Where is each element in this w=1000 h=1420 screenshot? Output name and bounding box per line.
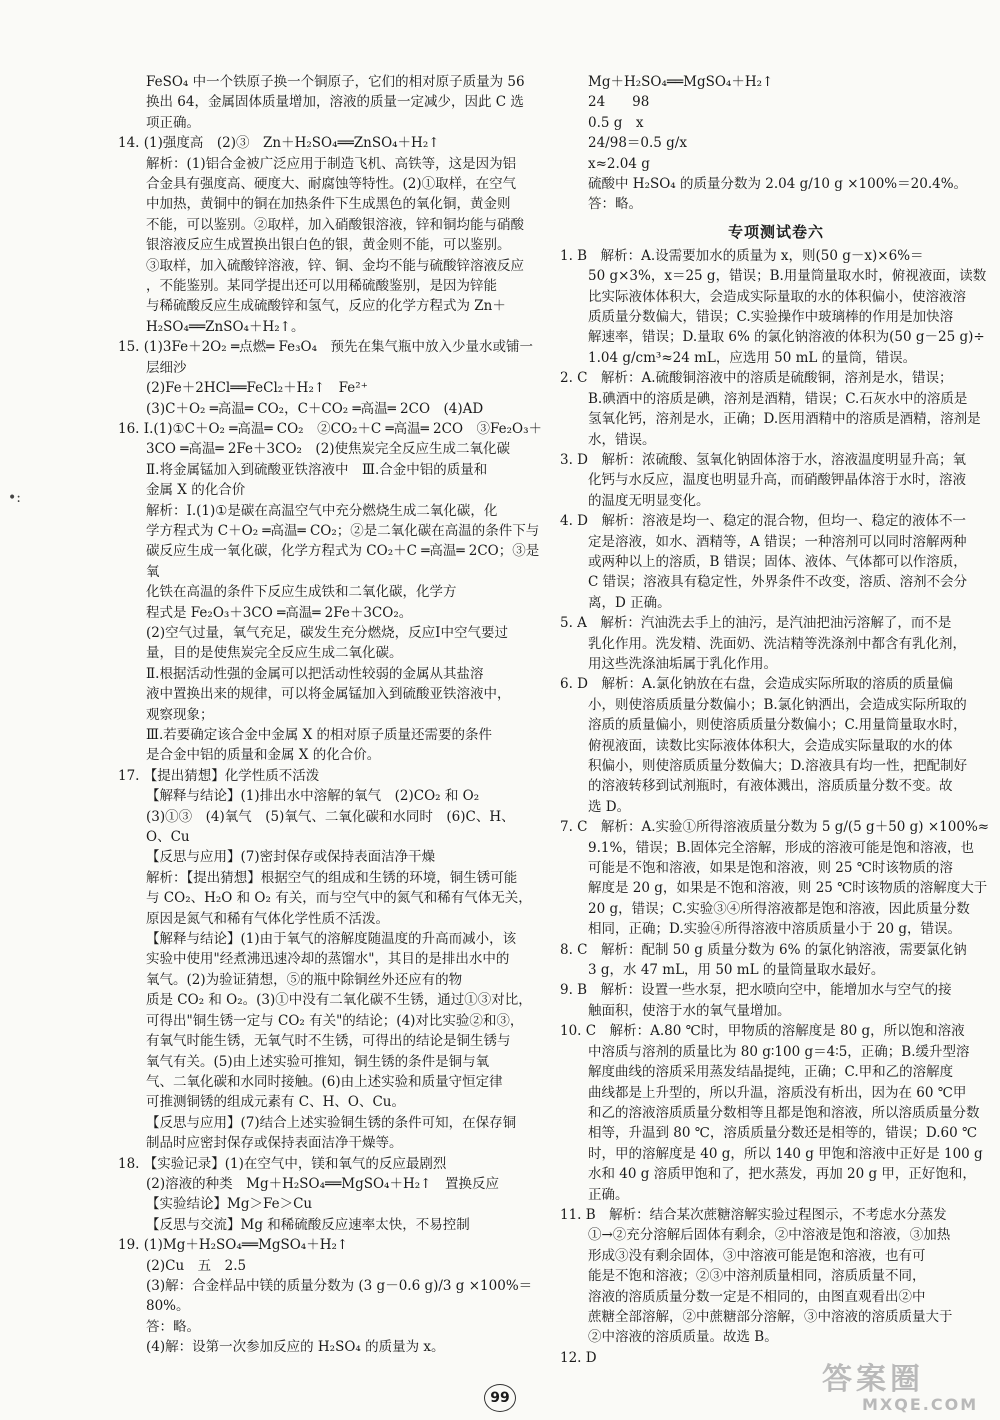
text-line: (3)①③ (4)氧气 (5)氧气、二氧化碳和水同时 (6)C、H、 <box>146 808 515 825</box>
text-line: ③取样，加入硫酸锌溶液，锌、铜、金均不能与硫酸锌溶液反应 <box>146 257 524 274</box>
text-line: 硫酸中 H₂SO₄ 的质量分数为 2.04 g/10 g ×100%＝20.4%。 <box>588 176 968 193</box>
text-line: 合金具有强度高、硬度大、耐腐蚀等特性。(2)①取样，在空气 <box>146 176 517 193</box>
text-line: 【反思与应用】(7)密封保存或保持表面洁净干燥 <box>146 849 436 866</box>
text-line: 解析：(1)铝合金被广泛应用于制造飞机、高铁等，这是因为铝 <box>146 155 517 172</box>
text-line: 【解释与结论】(1)排出水中溶解的氧气 (2)CO₂ 和 O₂ <box>146 788 480 805</box>
text-line: 0.5 g x <box>588 114 644 131</box>
text-line: ①→②充分溶解后固体有剩余，②中溶液是饱和溶液，③加热 <box>588 1227 951 1244</box>
text-line: (2)空气过量，氧气充足，碳发生充分燃烧，反应Ⅰ中空气要过 <box>146 624 508 641</box>
text-line: 中加热，黄铜中的铜在加热条件下生成黑色的氧化铜，黄金则 <box>146 196 511 213</box>
site-watermark <box>822 1364 994 1416</box>
text-line: 能是不饱和溶液；②③中溶剂质量相同，溶质质量不同， <box>588 1268 926 1285</box>
text-line: ，不能鉴别。某同学提出还可以用稀硫酸鉴别，是因为锌能 <box>146 278 497 295</box>
text-line: (3)解：合金样品中镁的质量分数为 (3 g－0.6 g)/3 g ×100%＝80%。 <box>146 1277 533 1315</box>
text-line: 氧气有关。(5)由上述实验可推知，铜生锈的条件是铜与氧 <box>146 1053 490 1070</box>
text-line: 9. B 解析：设置一些水泵，把水喷向空中，能增加水与空气的接 <box>560 982 952 999</box>
text-line: 12. D <box>560 1349 597 1366</box>
text-line: 触面积，使溶于水的氧气量增加。 <box>588 1002 791 1019</box>
text-line: (2)Cu 五 2.5 <box>146 1257 247 1274</box>
text-line: 离，D 正确。 <box>588 594 671 611</box>
text-line: 解速率，错误；D.量取 6% 的氯化钠溶液的体积为(50 g－25 g)÷ <box>588 329 985 346</box>
text-line: 5. A 解析：汽油洗去手上的油污，是汽油把油污溶解了，而不是 <box>560 615 952 632</box>
text-line: 正确。 <box>588 1186 629 1203</box>
text-line: 11. B 解析：结合某次蔗糖溶解实验过程图示，不考虑水分蒸发 <box>560 1206 947 1223</box>
text-line: 水和 40 g 溶质甲饱和了，把水蒸发，再加 20 g 甲，正好饱和， <box>588 1166 976 1183</box>
text-line: 换出 64，金属固体质量增加，溶液的质量一定减少，因此 C 选 <box>146 94 524 111</box>
text-line: 化钙与水反应，温度也明显升高，而硝酸钾晶体溶于水时，溶液 <box>588 472 966 489</box>
text-line: 氧气。(2)为验证猜想，⑤的瓶中除铜丝外还应有的物 <box>146 971 463 988</box>
text-line: FeSO₄ 中一个铁原子换一个铜原子，它们的相对原子质量为 56 <box>146 74 525 90</box>
text-line: 俯视液面，读数比实际液体体积大，会造成实际量取的水的体 <box>588 737 953 754</box>
text-line: 程式是 Fe₂O₃＋3CO ═高温═ 2Fe＋3CO₂。 <box>146 604 413 621</box>
text-line: 原因是氮气和稀有气体化学性质不活泼。 <box>146 910 389 927</box>
text-line: 解度曲线的溶质采用蒸发结晶提纯，正确；C.甲和乙的溶解度 <box>588 1064 954 1081</box>
text-line: B.碘酒中的溶质是碘，溶剂是酒精，错误；C.石灰水中的溶质是 <box>588 390 968 407</box>
text-line: 8. C 解析：配制 50 g 质量分数为 6% 的氯化钠溶液，需要氯化钠 <box>560 941 967 958</box>
text-line: 金属 X 的化合价 <box>146 482 246 499</box>
right-column-answers <box>560 246 992 1368</box>
text-line: ②中溶液的溶质质量。故选 B。 <box>588 1329 778 1346</box>
text-line: 和乙的溶液溶质质量分数相等且都是饱和溶液，所以溶质质量分数 <box>588 1104 980 1121</box>
text-line: 20 g，错误；C.实验③④所得溶液都是饱和溶液，因此质量分数 <box>588 900 970 917</box>
text-line: 解析：Ⅰ.(1)①是碳在高温空气中充分燃烧生成二氧化碳，化 <box>146 502 498 519</box>
text-line: 【解释与结论】(1)由于氧气的溶解度随温度的升高而减小，该 <box>146 931 517 948</box>
text-line: 15. (1)3Fe＋2O₂ ═点燃═ Fe₃O₄ 预先在集气瓶中放入少量水或铺一 <box>118 339 534 356</box>
text-line: 水，错误。 <box>588 431 656 448</box>
text-line: 用这些洗涤油垢属于乳化作用。 <box>588 655 777 672</box>
text-line: 7. C 解析：A.实验①所得溶液质量分数为 5 g/(5 g＋50 g) ×100%≈ <box>560 819 990 836</box>
text-line: 相同，正确；D.实验④所得溶液中溶质质量小于 20 g，错误。 <box>588 921 962 938</box>
text-line: 碳反应生成一氧化碳，化学方程式为 CO₂＋C ═高温═ 2CO；③是氧 <box>146 543 540 580</box>
text-line: 答：略。 <box>146 1318 200 1335</box>
watermark-line1: 答案圈 <box>822 1362 924 1397</box>
right-column-top-block <box>560 72 992 215</box>
text-line: 解析：【提出猜想】根据空气的组成和生锈的环境，铜生锈可能 <box>146 869 518 886</box>
text-line: 24 98 <box>588 94 650 111</box>
left-column <box>118 72 550 1358</box>
text-line: 18. 【实验记录】(1)在空气中，镁和氧气的反应最剧烈 <box>118 1155 447 1172</box>
text-line: 制品时应密封保存或保持表面洁净干燥等。 <box>146 1135 403 1152</box>
text-line: 相等，升温到 80 ℃，溶质质量分数还是相等的，错误；D.60 ℃ <box>588 1125 978 1142</box>
page-number-badge <box>480 1382 520 1414</box>
text-line: 是合金中铝的质量和金属 X 的化合价。 <box>146 747 381 764</box>
margin-dot-marks: •: <box>8 490 21 506</box>
text-line: 50 g×3%，x＝25 g，错误；B.用量筒量取水时，俯视液面，读数 <box>588 268 987 285</box>
text-line: (2)溶液的种类 Mg＋H₂SO₄══MgSO₄＋H₂↑ 置换反应 <box>146 1175 499 1192</box>
text-line: 项正确。 <box>146 114 200 131</box>
text-line: 有氧气时能生锈，无氧气时不生锈，可得出的结论是铜生锈与 <box>146 1033 511 1050</box>
text-line: 银溶液反应生成置换出银白色的银，黄金则不能，可以鉴别。 <box>146 237 511 254</box>
text-line: Ⅱ.根据活动性强的金属可以把活动性较弱的金属从其盐溶 <box>146 665 484 682</box>
text-line: O、Cu <box>146 829 190 846</box>
text-line: 化铁在高温的条件下反应生成铁和二氧化碳，化学方 <box>146 584 457 601</box>
text-line: 氢氧化钙，溶剂是水，正确；D.医用酒精中的溶质是酒精，溶剂是 <box>588 411 981 428</box>
text-line: 解度是 20 g，如果是不饱和溶液，则 25 ℃时该物质的溶解度大于 <box>588 880 988 897</box>
text-line: 实验中使用"经煮沸迅速冷却的蒸馏水"，其目的是排出水中的 <box>146 951 510 968</box>
text-line: x≈2.04 g <box>588 155 650 172</box>
watermark-line2: MXQE.COM <box>862 1395 979 1414</box>
text-line: 3CO ═高温═ 2Fe＋3CO₂ (2)使焦炭完全反应生成二氧化碳 <box>146 441 511 458</box>
text-line: 【实验结论】Mg＞Fe＞Cu <box>146 1196 313 1213</box>
text-line: Ⅲ.若要确定该合金中金属 X 的相对原子质量还需要的条件 <box>146 727 493 743</box>
text-line: 可得出"铜生锈一定与 CO₂ 有关"的结论；(4)对比实验②和③， <box>146 1012 524 1029</box>
text-line: 1. B 解析：A.设需要加水的质量为 x，则(50 g－x)×6%＝ <box>560 247 924 264</box>
text-line: 中溶质与溶剂的质量比为 80 g∶100 g＝4∶5，正确；B.缓升型溶 <box>588 1043 970 1060</box>
text-line: 气、二氧化碳和水同时接触。(6)由上述实验和质量守恒定律 <box>146 1073 503 1090</box>
text-line: 量，目的是使焦炭完全反应生成二氧化碳。 <box>146 645 403 662</box>
text-line: 不能，可以鉴别。②取样，加入硝酸银溶液，锌和铜均能与硝酸 <box>146 216 524 233</box>
text-line: 质是 CO₂ 和 O₂。(3)①中没有二氧化碳不生锈，通过①③对比， <box>146 992 532 1009</box>
section-title: 专项测试卷六 <box>727 222 824 241</box>
text-line: 14. (1)强度高 (2)③ Zn＋H₂SO₄══ZnSO₄＋H₂↑ <box>118 135 440 152</box>
text-line: 观察现象； <box>146 706 214 723</box>
text-line: 1.04 g/cm³≈24 mL，应选用 50 mL 的量筒，错误。 <box>588 349 917 366</box>
text-line: 蔗糖全部溶解，②中蔗糖部分溶解，③中溶液的溶质质量大于 <box>588 1308 953 1325</box>
text-line: 2. C 解析：A.硫酸铜溶液中的溶质是硫酸铜，溶剂是水，错误； <box>560 370 953 387</box>
text-line: 与 CO₂、H₂O 和 O₂ 有关，而与空气中的氮气和稀有气体无关， <box>146 890 532 907</box>
text-line: 比实际液体体积大，会造成实际量取的水的体积偏小，使溶液溶 <box>588 288 966 305</box>
text-line: (2)Fe＋2HCl══FeCl₂＋H₂↑ Fe²⁺ <box>146 380 368 397</box>
text-line: 积偏小，则使溶质质量分数偏大；D.溶液具有均一性，把配制好 <box>588 758 968 774</box>
text-line: 质质量分数偏大，错误；C.实验操作中玻璃棒的作用是加快溶 <box>588 309 954 326</box>
text-line: H₂SO₄══ZnSO₄＋H₂↑。 <box>146 318 305 335</box>
text-line: 学方程式为 C＋O₂ ═高温═ CO₂；②是二氧化碳在高温的条件下与 <box>146 522 540 539</box>
text-line: (3)C＋O₂ ═高温═ CO₂，C＋CO₂ ═高温═ 2CO (4)AD <box>146 400 484 417</box>
text-line: 17. 【提出猜想】化学性质不活泼 <box>118 767 320 784</box>
text-line: 时，甲的溶解度是 40 g，所以 140 g 甲饱和溶液中正好是 100 g <box>588 1145 983 1162</box>
text-line: 或两种以上的溶质，B 错误；固体、液体、气体都可以作溶质， <box>588 553 967 570</box>
text-line: 与稀硫酸反应生成硫酸锌和氢气，反应的化学方程式为 Zn＋ <box>146 298 506 315</box>
text-line: C 错误；溶液具有稳定性，外界条件不改变，溶质、溶剂不会分 <box>588 574 968 591</box>
text-line: 溶液的溶质质量分数一定是不相同的，由图直观看出②中 <box>588 1288 926 1305</box>
right-column <box>560 72 992 1368</box>
text-line: 定是溶液，如水、酒精等，A 错误；一种溶剂可以同时溶解两种 <box>588 533 967 550</box>
text-line: (4)解：设第一次参加反应的 H₂SO₄ 的质量为 x。 <box>146 1339 445 1356</box>
text-line: 24/98＝0.5 g/x <box>588 135 687 152</box>
text-line: 可能是不饱和溶液，如果是饱和溶液，则 25 ℃时该物质的溶 <box>588 860 953 877</box>
text-line: 溶质的质量偏小，则使溶质质量分数偏小；C.用量筒量取水时， <box>588 717 967 734</box>
text-line: 10. C 解析：A.80 ℃时，甲物质的溶解度是 80 g，所以饱和溶液 <box>560 1023 965 1040</box>
text-line: 【反思与应用】(7)结合上述实验铜生锈的条件可知，在保存铜 <box>146 1114 517 1131</box>
text-line: 的温度无明显变化。 <box>588 492 710 509</box>
text-line: 3. D 解析：浓硫酸、氢氧化钠固体溶于水，溶液温度明显升高；氧 <box>560 451 966 468</box>
text-line: 3 g，水 47 mL，用 50 mL 的量筒量取水最好。 <box>588 962 885 979</box>
text-line: Mg＋H₂SO₄══MgSO₄＋H₂↑ <box>588 74 774 90</box>
text-line: 6. D 解析：A.氯化钠放在右盘，会造成实际所取的溶质的质量偏 <box>560 676 954 693</box>
text-line: 9.1%，错误；B.固体完全溶解，形成的溶液可能是饱和溶液，也 <box>588 839 975 856</box>
text-line: 答：略。 <box>588 196 642 213</box>
text-line: 19. (1)Mg＋H₂SO₄══MgSO₄＋H₂↑ <box>118 1237 349 1254</box>
page-number: 99 <box>490 1390 510 1406</box>
text-line: 形成③没有剩余固体，③中溶液可能是饱和溶液，也有可 <box>588 1247 926 1264</box>
text-line: 层细沙 <box>146 359 187 376</box>
text-line: 的溶液转移到试剂瓶时，有液体溅出，溶质质量分数不变。故 <box>588 778 953 795</box>
text-line: 液中置换出来的规律，可以将金属锰加入到硫酸亚铁溶液中， <box>146 686 511 703</box>
text-line: Ⅱ.将金属锰加入到硫酸亚铁溶液中 Ⅲ.合金中铝的质量和 <box>146 461 488 478</box>
text-line: 【反思与交流】Mg 和稀硫酸反应速率太快，不易控制 <box>146 1216 470 1233</box>
text-line: 小，则使溶质质量分数偏小；B.氯化钠洒出，会造成实际所取的 <box>588 696 967 713</box>
text-line: 曲线都是上升型的，所以升温，溶质没有析出，因为在 60 ℃甲 <box>588 1084 967 1101</box>
text-line: 选 D。 <box>588 798 631 815</box>
text-line: 可推测铜锈的组成元素有 C、H、O、Cu。 <box>146 1094 405 1111</box>
text-line: 16. Ⅰ.(1)①C＋O₂ ═高温═ CO₂ ②CO₂＋C ═高温═ 2CO ③Fe₂O₃＋ <box>118 420 543 437</box>
text-line: 乳化作用。洗发精、洗面奶、洗洁精等洗涤剂中都含有乳化剂， <box>588 635 966 652</box>
text-line: 4. D 解析：溶液是均一、稳定的混合物，但均一、稳定的液体不一 <box>560 513 966 530</box>
